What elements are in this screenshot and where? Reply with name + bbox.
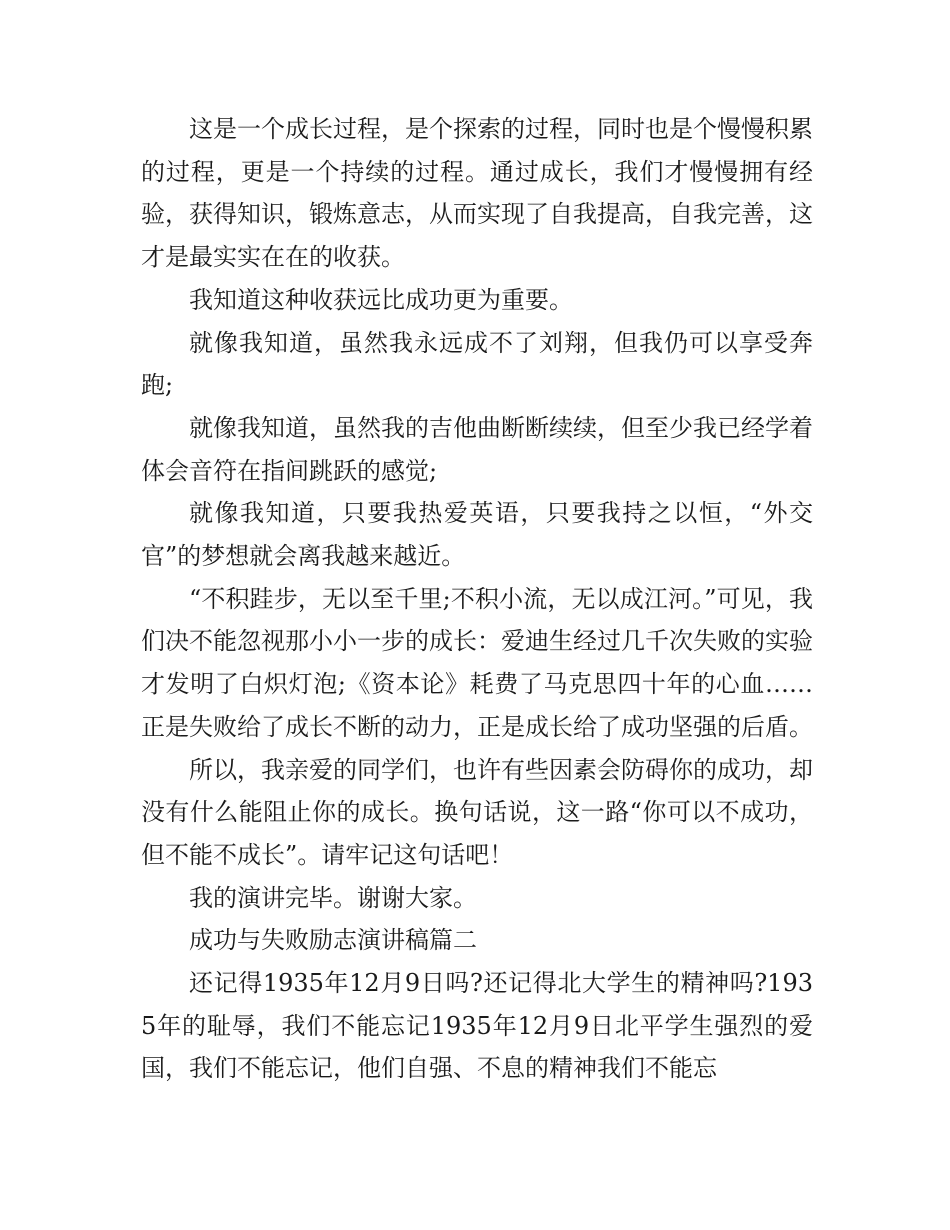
paragraph-quote: “不积跬步，无以至千里;不积小流，无以成江河。”可见，我们决不能忽视那小小一步的成长：爱迪生经过几千次失败的实验才发明了白炽灯泡;《资本论》耗费了马克思四十年的心血……正是失败给了成长不断的动力，正是成长给了成功坚强的后盾。 xyxy=(141,584,813,741)
paragraph-english: 就像我知道，只要我热爱英语，只要我持之以恒，“外交官”的梦想就会离我越来越近。 xyxy=(141,499,813,571)
paragraph-running: 就像我知道，虽然我永远成不了刘翔，但我仍可以享受奔跑; xyxy=(141,328,813,400)
paragraph-growth-process: 这是一个成长过程，是个探索的过程，同时也是个慢慢积累的过程，更是一个持续的过程。通过成长，我们才慢慢拥有经验，获得知识，锻炼意志，从而实现了自我提高，自我完善，这才是最实实在在的收获。 xyxy=(141,115,813,272)
section-heading: 成功与失败励志演讲稿篇二 xyxy=(189,926,477,955)
paragraph-classmates: 所以，我亲爱的同学们，也许有些因素会防碍你的成功，却没有什么能阻止你的成长。换句话说，这一路“你可以不成功，但不能不成长”。请牢记这句话吧！ xyxy=(141,755,813,869)
paragraph-harvest: 我知道这种收获远比成功更为重要。 xyxy=(189,285,573,314)
document-body xyxy=(141,108,813,1090)
paragraph-1935: 还记得1935年12月9日吗?还记得北大学生的精神吗?1935年的耻辱，我们不能忘记1935年12月9日北平学生强烈的爱国，我们不能忘记，他们自强、不息的精神我们不能忘 xyxy=(141,969,813,1083)
paragraph-guitar: 就像我知道，虽然我的吉他曲断断续续，但至少我已经学着体会音符在指间跳跃的感觉; xyxy=(141,413,813,485)
paragraph-closing: 我的演讲完毕。谢谢大家。 xyxy=(189,883,477,912)
